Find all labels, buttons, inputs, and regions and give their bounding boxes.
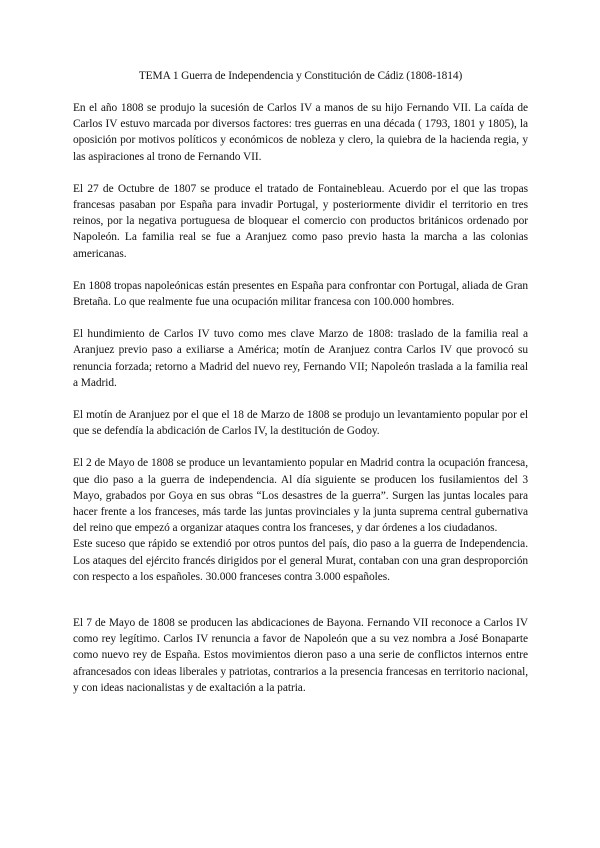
paragraph-napoleonic-troops: En 1808 tropas napoleónicas están presentes en España para confrontar con Portugal, aliada de Gran Bretaña. Lo que realmente fue una ocupación militar francesa con 100.000 hombres. [73,279,528,309]
document-title: TEMA 1 Guerra de Independencia y Constitución de Cádiz (1808-1814) [138,70,463,82]
paragraph-dos-de-mayo: El 2 de Mayo de 1808 se produce un levantamiento popular en Madrid contra la ocupación francesa, que dio paso a la guerra de independencia. Al día siguiente se producen los fusilamientos del 3 Mayo, grabados por Goya en sus obras “Los desastres de la guerra”. Surgen las juntas locales para hacer frente a los franceses, más tarde las juntas provinciales y la junta suprema central gubernativa del reino que empezó a organizar ataques contra los franceses, y dar órdenes a los ciudadanos. [73,457,528,535]
paragraph-march-1808: El hundimiento de Carlos IV tuvo como mes clave Marzo de 1808: traslado de la familia real a Aranjuez previo paso a exiliarse a América; motín de Aranjuez contra Carlos IV que provocó su renuncia forzada; retorno a Madrid del nuevo rey, Fernando VII; Napoleón traslada a la familia real a Madrid. [73,328,528,389]
paragraph-succession: En el año 1808 se produjo la sucesión de Carlos IV a manos de su hijo Fernando VII. La caída de Carlos IV estuvo marcada por diversos factores: tres guerras en una década ( 1793, 1801 y 1805), la oposición por motivos políticos y económicos de nobleza y clero, la quiebra de la hacienda regia, y las aspiraciones al trono de Fernando VII. [73,102,528,163]
paragraph-motin-aranjuez: El motín de Aranjuez por el que el 18 de Marzo de 1808 se produjo un levantamiento popular por el que se defendía la abdicación de Carlos IV, la destitución de Godoy. [73,409,528,438]
paragraph-war-spread: Este suceso que rápido se extendió por otros puntos del país, dio paso a la guerra de Independencia. Los ataques del ejército francés dirigidos por el general Murat, contaban con una gran desproporción con respecto a los españoles. 30.000 franceses contra 3.000 españoles. [73,538,528,583]
paragraph-bayona: El 7 de Mayo de 1808 se producen las abdicaciones de Bayona. Fernando VII reconoce a Carlos IV como rey legítimo. Carlos IV renuncia a favor de Napoleón que a su vez nombra a José Bonaparte como nuevo rey de España. Estos movimientos dieron paso a una serie de conflictos internos entre afrancesados con ideas liberales y patriotas, contrarios a la presencia francesas en territorio nacional, y con ideas nacionalistas y de exaltación a la patria. [73,617,528,694]
paragraph-fontainebleau: El 27 de Octubre de 1807 se produce el tratado de Fontainebleau. Acuerdo por el que las tropas francesas pasaban por España para invadir Portugal, y posteriormente dividir el territorio en tres reinos, por la negativa portuguesa de bloquear el comercio con productos británicos ordenado por Napoleón. La familia real se fue a Aranjuez como paso previo hasta la marcha a las colonias americanas. [73,182,528,260]
